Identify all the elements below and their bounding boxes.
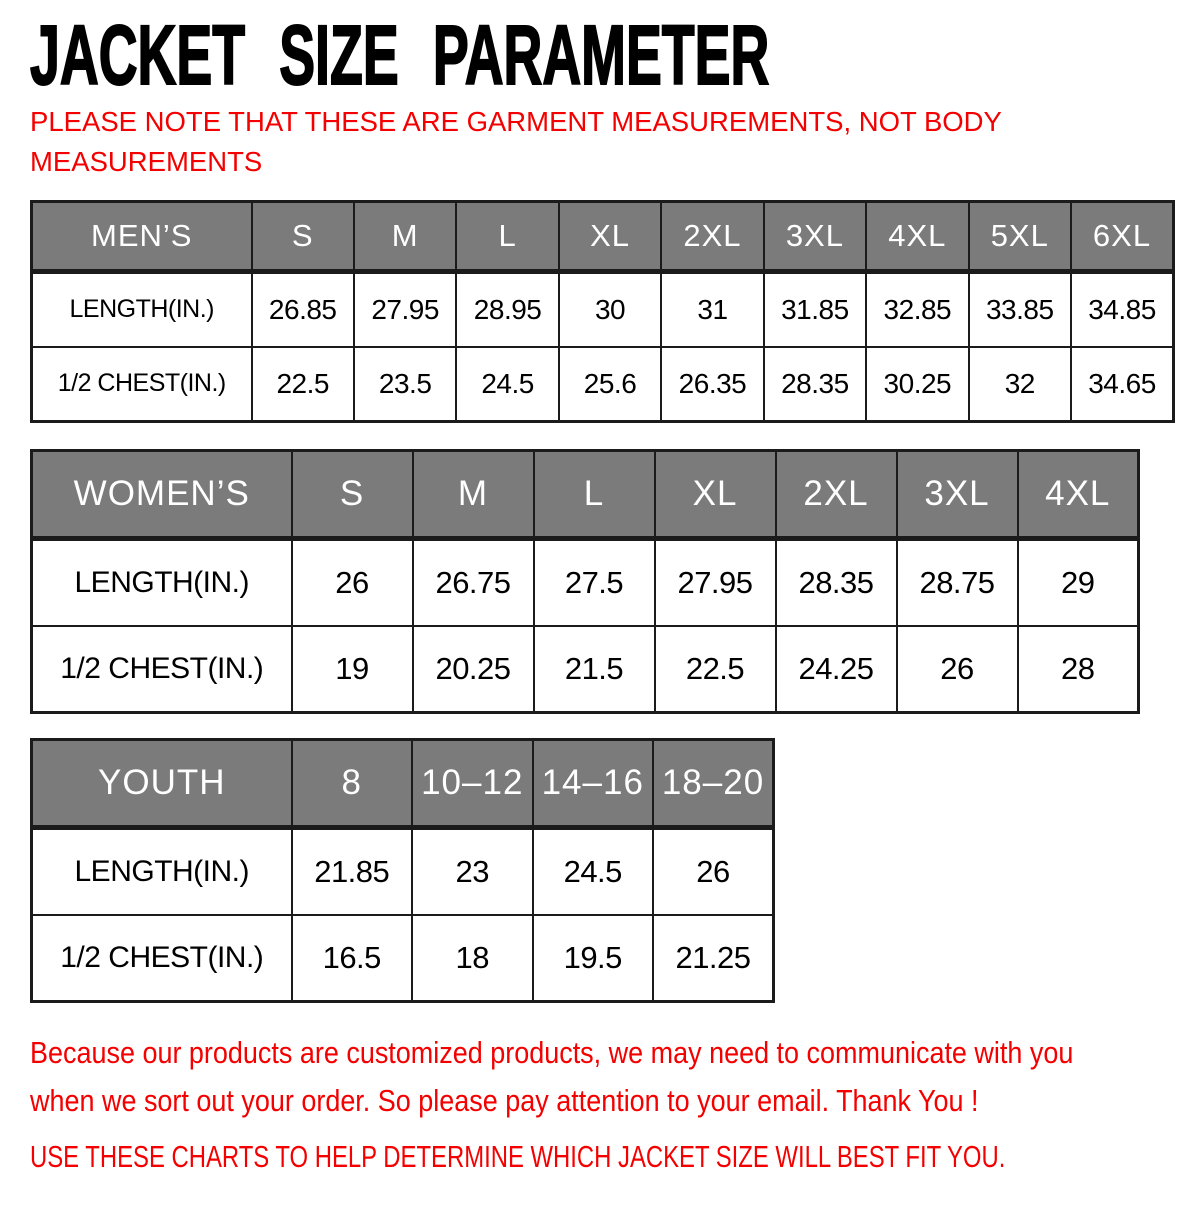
size-header-cell: L	[456, 202, 558, 272]
table-title-cell: WOMEN’S	[32, 451, 292, 539]
youth-length-row	[32, 828, 774, 915]
size-header-cell: 4XL	[866, 202, 968, 272]
size-value-cell: 21.5	[534, 626, 655, 713]
row-label-cell: LENGTH(IN.)	[32, 272, 252, 347]
size-header-cell: XL	[655, 451, 776, 539]
size-value-cell: 27.95	[354, 272, 456, 347]
size-value-cell: 25.6	[559, 347, 661, 422]
row-label-cell: LENGTH(IN.)	[32, 828, 292, 915]
size-value-cell: 18	[412, 915, 533, 1002]
size-value-cell: 19.5	[533, 915, 654, 1002]
footer-line-2: when we sort out your order. So please pay attention to your email. Thank You !	[30, 1083, 979, 1118]
customization-notice	[30, 1029, 1175, 1125]
garment-measurement-note	[30, 102, 1175, 182]
size-value-cell: 26.85	[252, 272, 354, 347]
size-header-cell: 18–20	[653, 740, 774, 828]
size-value-cell: 22.5	[252, 347, 354, 422]
size-value-cell: 19	[292, 626, 413, 713]
note-line-1: PLEASE NOTE THAT THESE ARE GARMENT MEASUREMENTS, NOT BODY	[30, 106, 1002, 137]
size-header-cell: S	[252, 202, 354, 272]
size-value-cell: 28.75	[897, 539, 1018, 626]
mens-size-table	[30, 200, 1175, 423]
size-value-cell: 31	[661, 272, 763, 347]
size-value-cell: 30.25	[866, 347, 968, 422]
size-header-cell: 5XL	[969, 202, 1071, 272]
size-value-cell: 26	[653, 828, 774, 915]
womens-length-row	[32, 539, 1139, 626]
size-value-cell: 31.85	[764, 272, 866, 347]
table-title-cell: YOUTH	[32, 740, 292, 828]
size-value-cell: 24.5	[533, 828, 654, 915]
size-value-cell: 27.95	[655, 539, 776, 626]
size-value-cell: 34.65	[1071, 347, 1174, 422]
youth-size-table	[30, 738, 775, 1003]
size-header-cell: 3XL	[897, 451, 1018, 539]
size-header-cell: S	[292, 451, 413, 539]
size-value-cell: 27.5	[534, 539, 655, 626]
size-header-cell: 10–12	[412, 740, 533, 828]
size-value-cell: 26	[292, 539, 413, 626]
size-header-cell: 6XL	[1071, 202, 1174, 272]
table-title-cell: MEN’S	[32, 202, 252, 272]
size-value-cell: 20.25	[413, 626, 534, 713]
size-value-cell: 32	[969, 347, 1071, 422]
size-value-cell: 29	[1018, 539, 1139, 626]
size-value-cell: 30	[559, 272, 661, 347]
size-value-cell: 28	[1018, 626, 1139, 713]
size-header-cell: M	[354, 202, 456, 272]
size-header-cell: 8	[292, 740, 413, 828]
size-value-cell: 16.5	[292, 915, 413, 1002]
size-header-cell: XL	[559, 202, 661, 272]
size-header-cell: M	[413, 451, 534, 539]
size-value-cell: 26	[897, 626, 1018, 713]
size-value-cell: 21.25	[653, 915, 774, 1002]
size-value-cell: 28.35	[764, 347, 866, 422]
size-value-cell: 32.85	[866, 272, 968, 347]
row-label-cell: 1/2 CHEST(IN.)	[32, 915, 292, 1002]
footer-line-1: Because our products are customized products, we may need to communicate with you	[30, 1035, 1074, 1070]
womens-size-table	[30, 449, 1140, 714]
size-value-cell: 28.95	[456, 272, 558, 347]
size-value-cell: 26.35	[661, 347, 763, 422]
size-value-cell: 28.35	[776, 539, 897, 626]
youth-chest-row	[32, 915, 774, 1002]
size-header-cell: 2XL	[661, 202, 763, 272]
size-value-cell: 23	[412, 828, 533, 915]
chart-usage-advice: USE THESE CHARTS TO HELP DETERMINE WHICH JACKET SIZE WILL BEST FIT YOU.	[30, 1139, 1006, 1174]
row-label-cell: 1/2 CHEST(IN.)	[32, 347, 252, 422]
youth-header-row	[32, 740, 774, 828]
womens-header-row	[32, 451, 1139, 539]
size-value-cell: 21.85	[292, 828, 413, 915]
size-value-cell: 33.85	[969, 272, 1071, 347]
mens-header-row	[32, 202, 1174, 272]
size-value-cell: 23.5	[354, 347, 456, 422]
size-value-cell: 24.5	[456, 347, 558, 422]
womens-chest-row	[32, 626, 1139, 713]
mens-chest-row	[32, 347, 1174, 422]
size-header-cell: L	[534, 451, 655, 539]
size-header-cell: 3XL	[764, 202, 866, 272]
size-value-cell: 26.75	[413, 539, 534, 626]
size-header-cell: 14–16	[533, 740, 654, 828]
size-value-cell: 34.85	[1071, 272, 1174, 347]
size-chart-page	[0, 8, 1200, 1177]
mens-length-row	[32, 272, 1174, 347]
size-header-cell: 2XL	[776, 451, 897, 539]
size-header-cell: 4XL	[1018, 451, 1139, 539]
size-value-cell: 22.5	[655, 626, 776, 713]
row-label-cell: 1/2 CHEST(IN.)	[32, 626, 292, 713]
row-label-cell: LENGTH(IN.)	[32, 539, 292, 626]
size-value-cell: 24.25	[776, 626, 897, 713]
page-title: JACKET SIZE PARAMETER	[30, 8, 770, 102]
note-line-2: MEASUREMENTS	[30, 146, 263, 177]
